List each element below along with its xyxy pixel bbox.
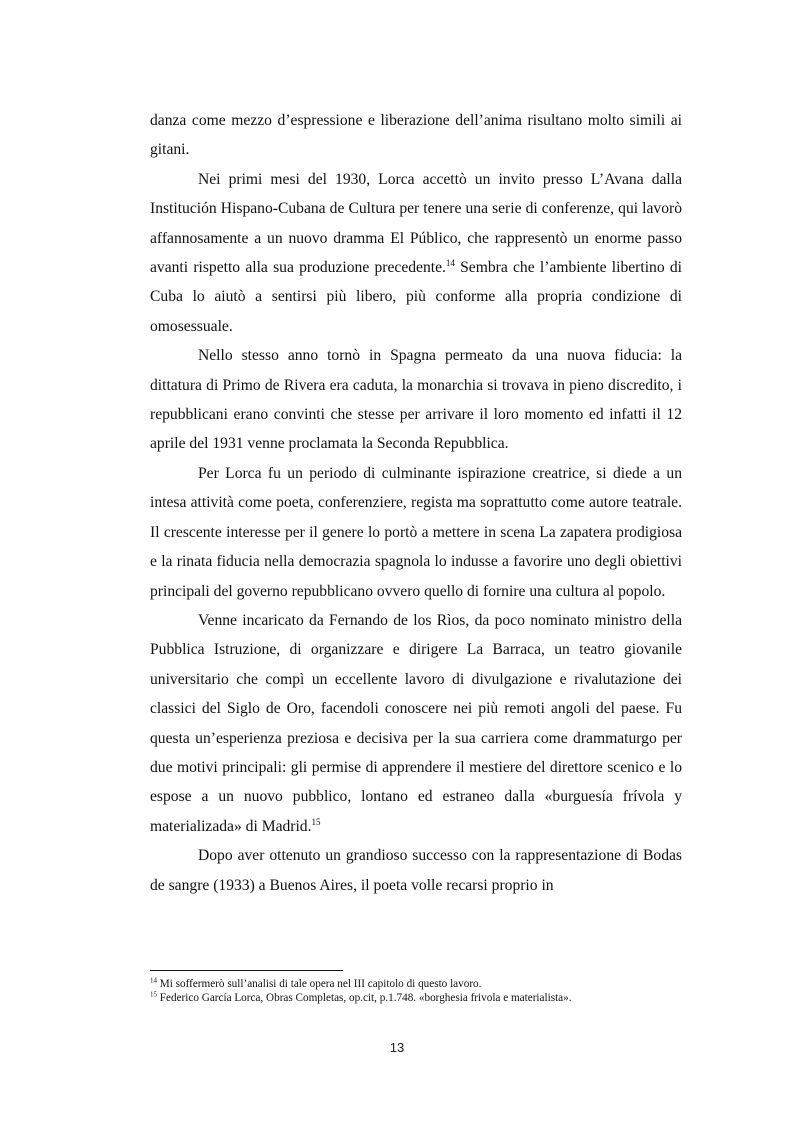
paragraph-1 [150,106,682,165]
paragraph-3 [150,341,682,459]
footnote-14-number: 14 [150,976,157,985]
paragraph-3-text: Nello stesso anno tornò in Spagna permeato da una nuova fiducia: la dittatura di Primo de Rivera era caduta, la monarchia si trovava in pieno discredito, i repubblicani erano convinti che stesse per arrivare il loro momento ed infatti il 12 aprile del 1931 venne proclamata la Seconda Repubblica. [150,347,682,453]
footnote-15-number: 15 [150,990,157,999]
footnotes [150,970,682,1005]
paragraph-2-text: Nei primi mesi del 1930, Lorca accettò un invito presso L’Avana dalla Institución Hispano-Cubana de Cultura per tenere una serie di conferenze, qui lavorò affannosamente a un nuovo dramma El Público, che rappresentò un enorme passo avanti rispetto alla sua produzione precedente. [150,170,682,277]
page-number: 13 [389,1040,405,1055]
paragraph-6 [150,841,682,900]
paragraph-1-text: danza come mezzo d’espressione e liberazione dell’anima risultano molto simili ai gitani. [150,112,682,159]
footnote-ref-14[interactable]: 14 [445,257,455,268]
paragraph-6-text: Dopo aver ottenuto un grandioso successo con la rappresentazione di Bodas de sangre (1933) a Buenos Aires, il poeta volle recarsi proprio in [150,847,682,894]
footnote-15-text: Federico García Lorca, Obras Completas, op.cit, p.1.748. «borghesia frivola e materialista». [157,992,572,1004]
paragraph-5 [150,606,682,841]
body-text [150,106,682,900]
paragraph-5-text: Venne incaricato da Fernando de los Rìos, da poco nominato ministro della Pubblica Istruzione, di organizzare e dirigere La Barraca, un teatro giovanile universitario che compì un eccellente lavoro di divulgazione e rivalutazione dei classici del Siglo de Oro, facendoli conoscere nei più remoti angoli del paese. Fu questa un’esperienza preziosa e decisiva per la sua carriera come drammaturgo per due motivi principali: gli permise di apprendere il mestiere del direttore scenico e lo espose a un nuovo pubblico, lontano ed estraneo dalla «burguesía frívola y materializada» di Madrid. [150,611,682,835]
footnote-ref-15[interactable]: 15 [311,816,321,827]
footnote-15 [150,991,682,1005]
footnote-14 [150,977,682,991]
paragraph-2-text-after: Sembra che l’ambiente libertino di Cuba lo aiutò a sentirsi più libero, più conforme alla propria condizione di omosessuale. [150,259,682,335]
footnote-separator [150,970,343,971]
paragraph-4 [150,459,682,606]
footnote-14-text: Mi soffermerò sull’analisi di tale opera nel III capitolo di questo lavoro. [157,978,482,990]
paragraph-4-text: Per Lorca fu un periodo di culminante ispirazione creatrice, si diede a un intesa attività come poeta, conferenziere, regista ma soprattutto come autore teatrale. Il crescente interesse per il genere lo portò a mettere in scena La zapatera prodigiosa e la rinata fiducia nella democrazia spagnola lo indusse a favorire uno degli obiettivi principali del governo repubblicano ovvero quello di fornire una cultura al popolo. [150,464,682,600]
paragraph-2 [150,165,682,341]
